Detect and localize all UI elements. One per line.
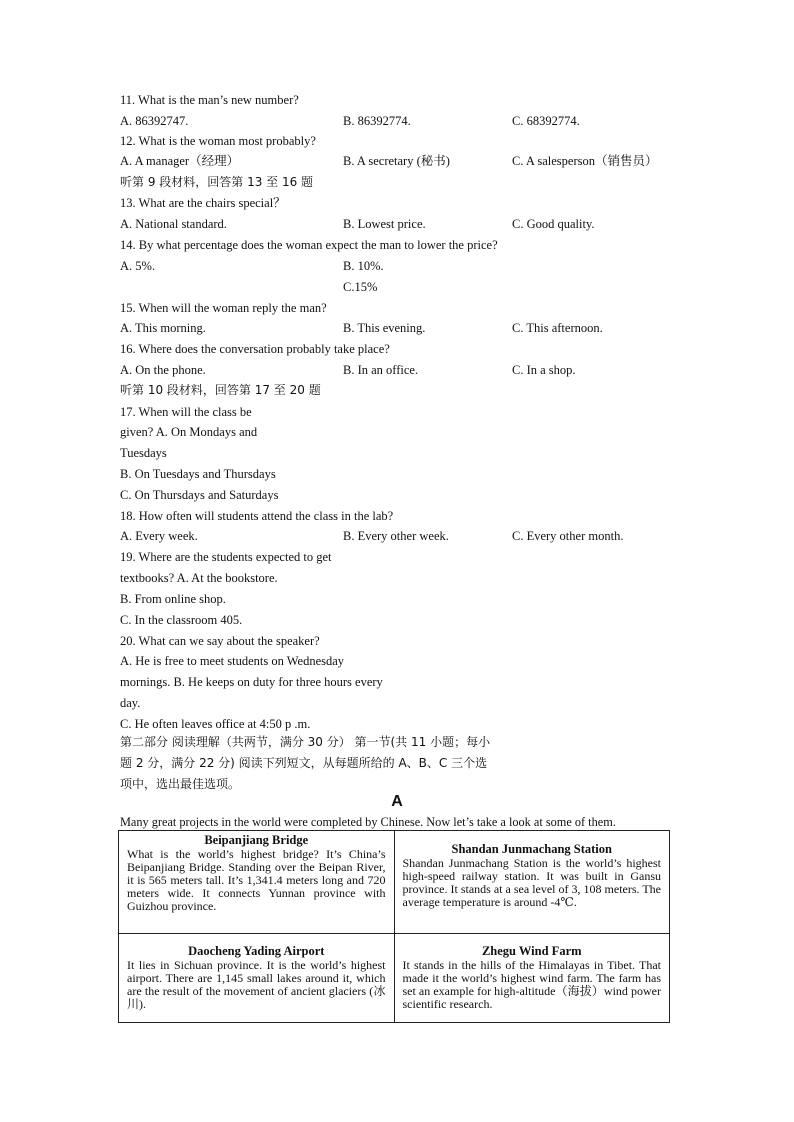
option-a: A. A manager（经理） <box>120 154 240 168</box>
question-14: 14. By what percentage does the woman expect the man to lower the price? <box>120 238 498 252</box>
question-13: 13. What are the chairs special？ <box>120 196 286 210</box>
option-b: B. 10%. <box>343 259 384 273</box>
project-card <box>119 831 395 934</box>
project-card <box>119 934 395 1023</box>
option-a: A. 5%. <box>120 259 156 273</box>
option-a: A. 86392747. <box>120 114 189 128</box>
question-18: 18. How often will students attend the class in the lab? <box>120 509 394 523</box>
card-title: Beipanjiang Bridge <box>204 833 309 847</box>
card-body: It stands in the hills of the Himalayas in Tibet. That made it the world’s highest wind farm. The farm has set an example for high-altitude（海拔）wind power scientific research. <box>402 958 661 1011</box>
question-line: day. <box>120 696 141 710</box>
option-b: B. This evening. <box>343 321 426 335</box>
option-b: B. From online shop. <box>120 592 226 606</box>
question-line: textbooks? A. At the bookstore. <box>120 571 278 585</box>
option-a: A. On the phone. <box>120 363 206 377</box>
option-c: C. He often leaves office at 4:50 p .m. <box>120 717 311 731</box>
card-body: Shandan Junmachang Station is the world’s highest high-speed railway station. It was built in Gansu province. It stands at a sea level of 3, 108 meters. The average temperature is around -4℃. <box>402 856 661 909</box>
option-b: B. In an office. <box>343 363 419 377</box>
question-line: Tuesdays <box>120 446 167 460</box>
option-c: C. A salesperson（销售员） <box>512 154 658 168</box>
option-b: B. 86392774. <box>343 114 411 128</box>
question-17: 17. When will the class be <box>120 405 252 419</box>
part-two-heading: 第二部分 阅读理解（共两节，满分 30 分） 第一节(共 11 小题；每小 <box>120 735 491 749</box>
question-20: 20. What can we say about the speaker? <box>120 634 320 648</box>
question-11: 11. What is the man’s new number? <box>120 93 299 107</box>
option-b: B. On Tuesdays and Thursdays <box>120 467 276 481</box>
option-c: C. On Thursdays and Saturdays <box>120 488 279 502</box>
option-a: A. This morning. <box>120 321 206 335</box>
option-b: B. Every other week. <box>343 529 449 543</box>
card-title: Zhegu Wind Farm <box>481 944 582 958</box>
card-title: Daocheng Yading Airport <box>188 944 325 958</box>
part-two-instruction: 项中，选出最佳选项。 <box>120 777 241 791</box>
question-12: 12. What is the woman most probably? <box>120 134 316 148</box>
option-c: C. This afternoon. <box>512 321 603 335</box>
option-c: C. Good quality. <box>512 217 595 231</box>
question-line: mornings. B. He keeps on duty for three hours every <box>120 675 383 689</box>
question-15: 15. When will the woman reply the man? <box>120 301 327 315</box>
option-c: C. In a shop. <box>512 363 576 377</box>
project-card <box>394 831 670 934</box>
option-c: C. In the classroom 405. <box>120 613 243 627</box>
passage-intro: Many great projects in the world were completed by Chinese. Now let’s take a look at some of them. <box>120 815 616 829</box>
option-c: C.15% <box>343 280 378 294</box>
card-body: It lies in Sichuan province. It is the world’s highest airport. There are 1,145 small lakes around it, which are the result of the movement of ancient glaciers (冰川). <box>127 958 386 1011</box>
part-two-instruction: 题 2 分，满分 22 分) 阅读下列短文，从每题所给的 A、B、C 三个选 <box>120 756 488 770</box>
question-line: given? A. On Mondays and <box>120 425 258 439</box>
question-19: 19. Where are the students expected to get <box>120 550 332 564</box>
card-title: Shandan Junmachang Station <box>451 842 612 856</box>
option-b: B. Lowest price. <box>343 217 426 231</box>
passage-title: A <box>391 793 403 810</box>
option-b: B. A secretary (秘书) <box>343 154 450 168</box>
section-instruction: 听第 10 段材料，回答第 17 至 20 题 <box>120 383 321 397</box>
project-card <box>394 934 670 1023</box>
option-c: C. Every other month. <box>512 529 624 543</box>
option-a: A. Every week. <box>120 529 198 543</box>
option-a: A. He is free to meet students on Wednesday <box>120 654 345 668</box>
card-body: What is the world’s highest bridge? It’s China’s Beipanjiang Bridge. Standing over the Beipan River, it is 565 meters tall. It’s 1,341.4 meters long and 720 meters wide. It connects Yunnan province with Guizhou province. <box>127 847 386 913</box>
projects-table <box>118 830 670 1023</box>
option-c: C. 68392774. <box>512 114 580 128</box>
option-a: A. National standard. <box>120 217 227 231</box>
question-16: 16. Where does the conversation probably take place? <box>120 342 390 356</box>
section-instruction: 听第 9 段材料，回答第 13 至 16 题 <box>120 175 314 189</box>
